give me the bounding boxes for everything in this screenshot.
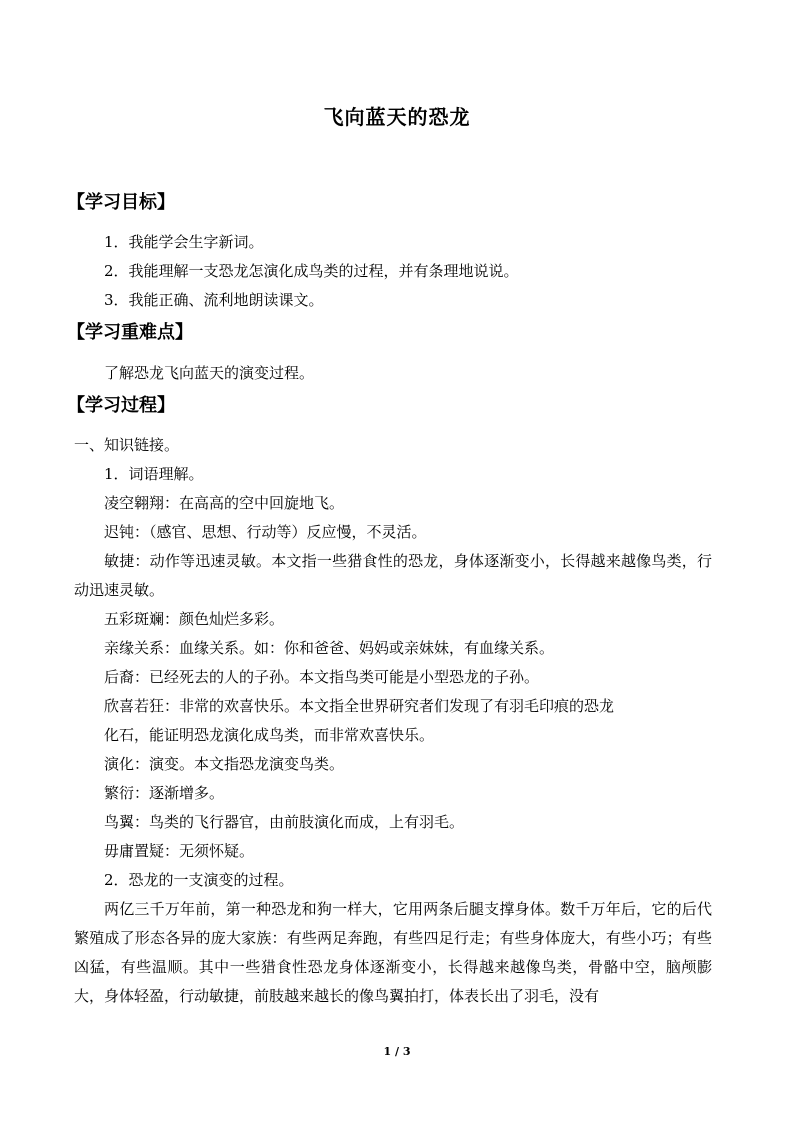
evolution-paragraph: 两亿三千万年前，第一种恐龙和狗一样大，它用两条后腿支撑身体。数千万年后，它的后代繁殖成了形态各异的庞大家族：有些两足奔跑，有些四足行走；有些身体庞大，有些小巧；有些凶猛，有些温顺。其中一些猎食性恐龙身体逐渐变小，长得越来越像鸟类，骨骼中空，脑颅膨大，身体轻盈，行动敏捷，前肢越来越长的像鸟翼拍打，体表长出了羽毛，没有 (74, 900, 712, 1005)
vocab-item: 凌空翱翔：在高高的空中回旋地飞。 (104, 494, 345, 512)
vocab-item: 五彩斑斓：颜色灿烂多彩。 (104, 610, 285, 628)
vocab-item: 欣喜若狂：非常的欢喜快乐。本文指全世界研究者们发现了有羽毛印痕的恐龙 (104, 697, 615, 715)
document-title: 飞向蓝天的恐龙 (323, 105, 471, 129)
page-number: 1 / 3 (383, 1045, 411, 1058)
goals-heading: 【学习目标】 (67, 192, 175, 213)
process-heading: 【学习过程】 (67, 395, 175, 416)
vocab-item: 化石，能证明恐龙演化成鸟类，而非常欢喜快乐。 (104, 726, 435, 744)
vocab-item: 亲缘关系：血缘关系。如：你和爸爸、妈妈或亲妹妹，有血缘关系。 (104, 639, 555, 657)
key-points-text: 了解恐龙飞向蓝天的演变过程。 (104, 364, 315, 382)
key-points-heading: 【学习重难点】 (67, 322, 193, 343)
vocab-item: 毋庸置疑：无须怀疑。 (104, 842, 255, 860)
vocab-item: 繁衍：逐渐增多。 (104, 784, 225, 802)
vocab-item: 后裔：已经死去的人的子孙。本文指鸟类可能是小型恐龙的子孙。 (104, 668, 540, 686)
vocab-item: 演化：演变。本文指恐龙演变鸟类。 (104, 755, 345, 773)
vocab-item: 迟钝：（感官、思想、行动等）反应慢，不灵活。 (104, 523, 427, 541)
vocab-item-long: 敏捷：动作等迅速灵敏。本文指一些猎食性的恐龙，身体逐渐变小，长得越来越像鸟类，行动迅速灵敏。 (74, 552, 712, 599)
evolution-heading: 2．恐龙的一支演变的过程。 (104, 871, 294, 889)
goal-item-2: 2．我能理解一支恐龙怎演化成鸟类的过程，并有条理地说说。 (104, 262, 519, 280)
vocab-heading: 1．词语理解。 (104, 465, 204, 483)
goal-item-1: 1．我能学会生字新词。 (104, 233, 264, 251)
part-one-heading: 一、知识链接。 (74, 436, 180, 454)
goal-item-3: 3．我能正确、流利地朗读课文。 (104, 291, 324, 309)
vocab-item: 鸟翼：鸟类的飞行器官，由前肢演化而成，上有羽毛。 (104, 813, 465, 831)
